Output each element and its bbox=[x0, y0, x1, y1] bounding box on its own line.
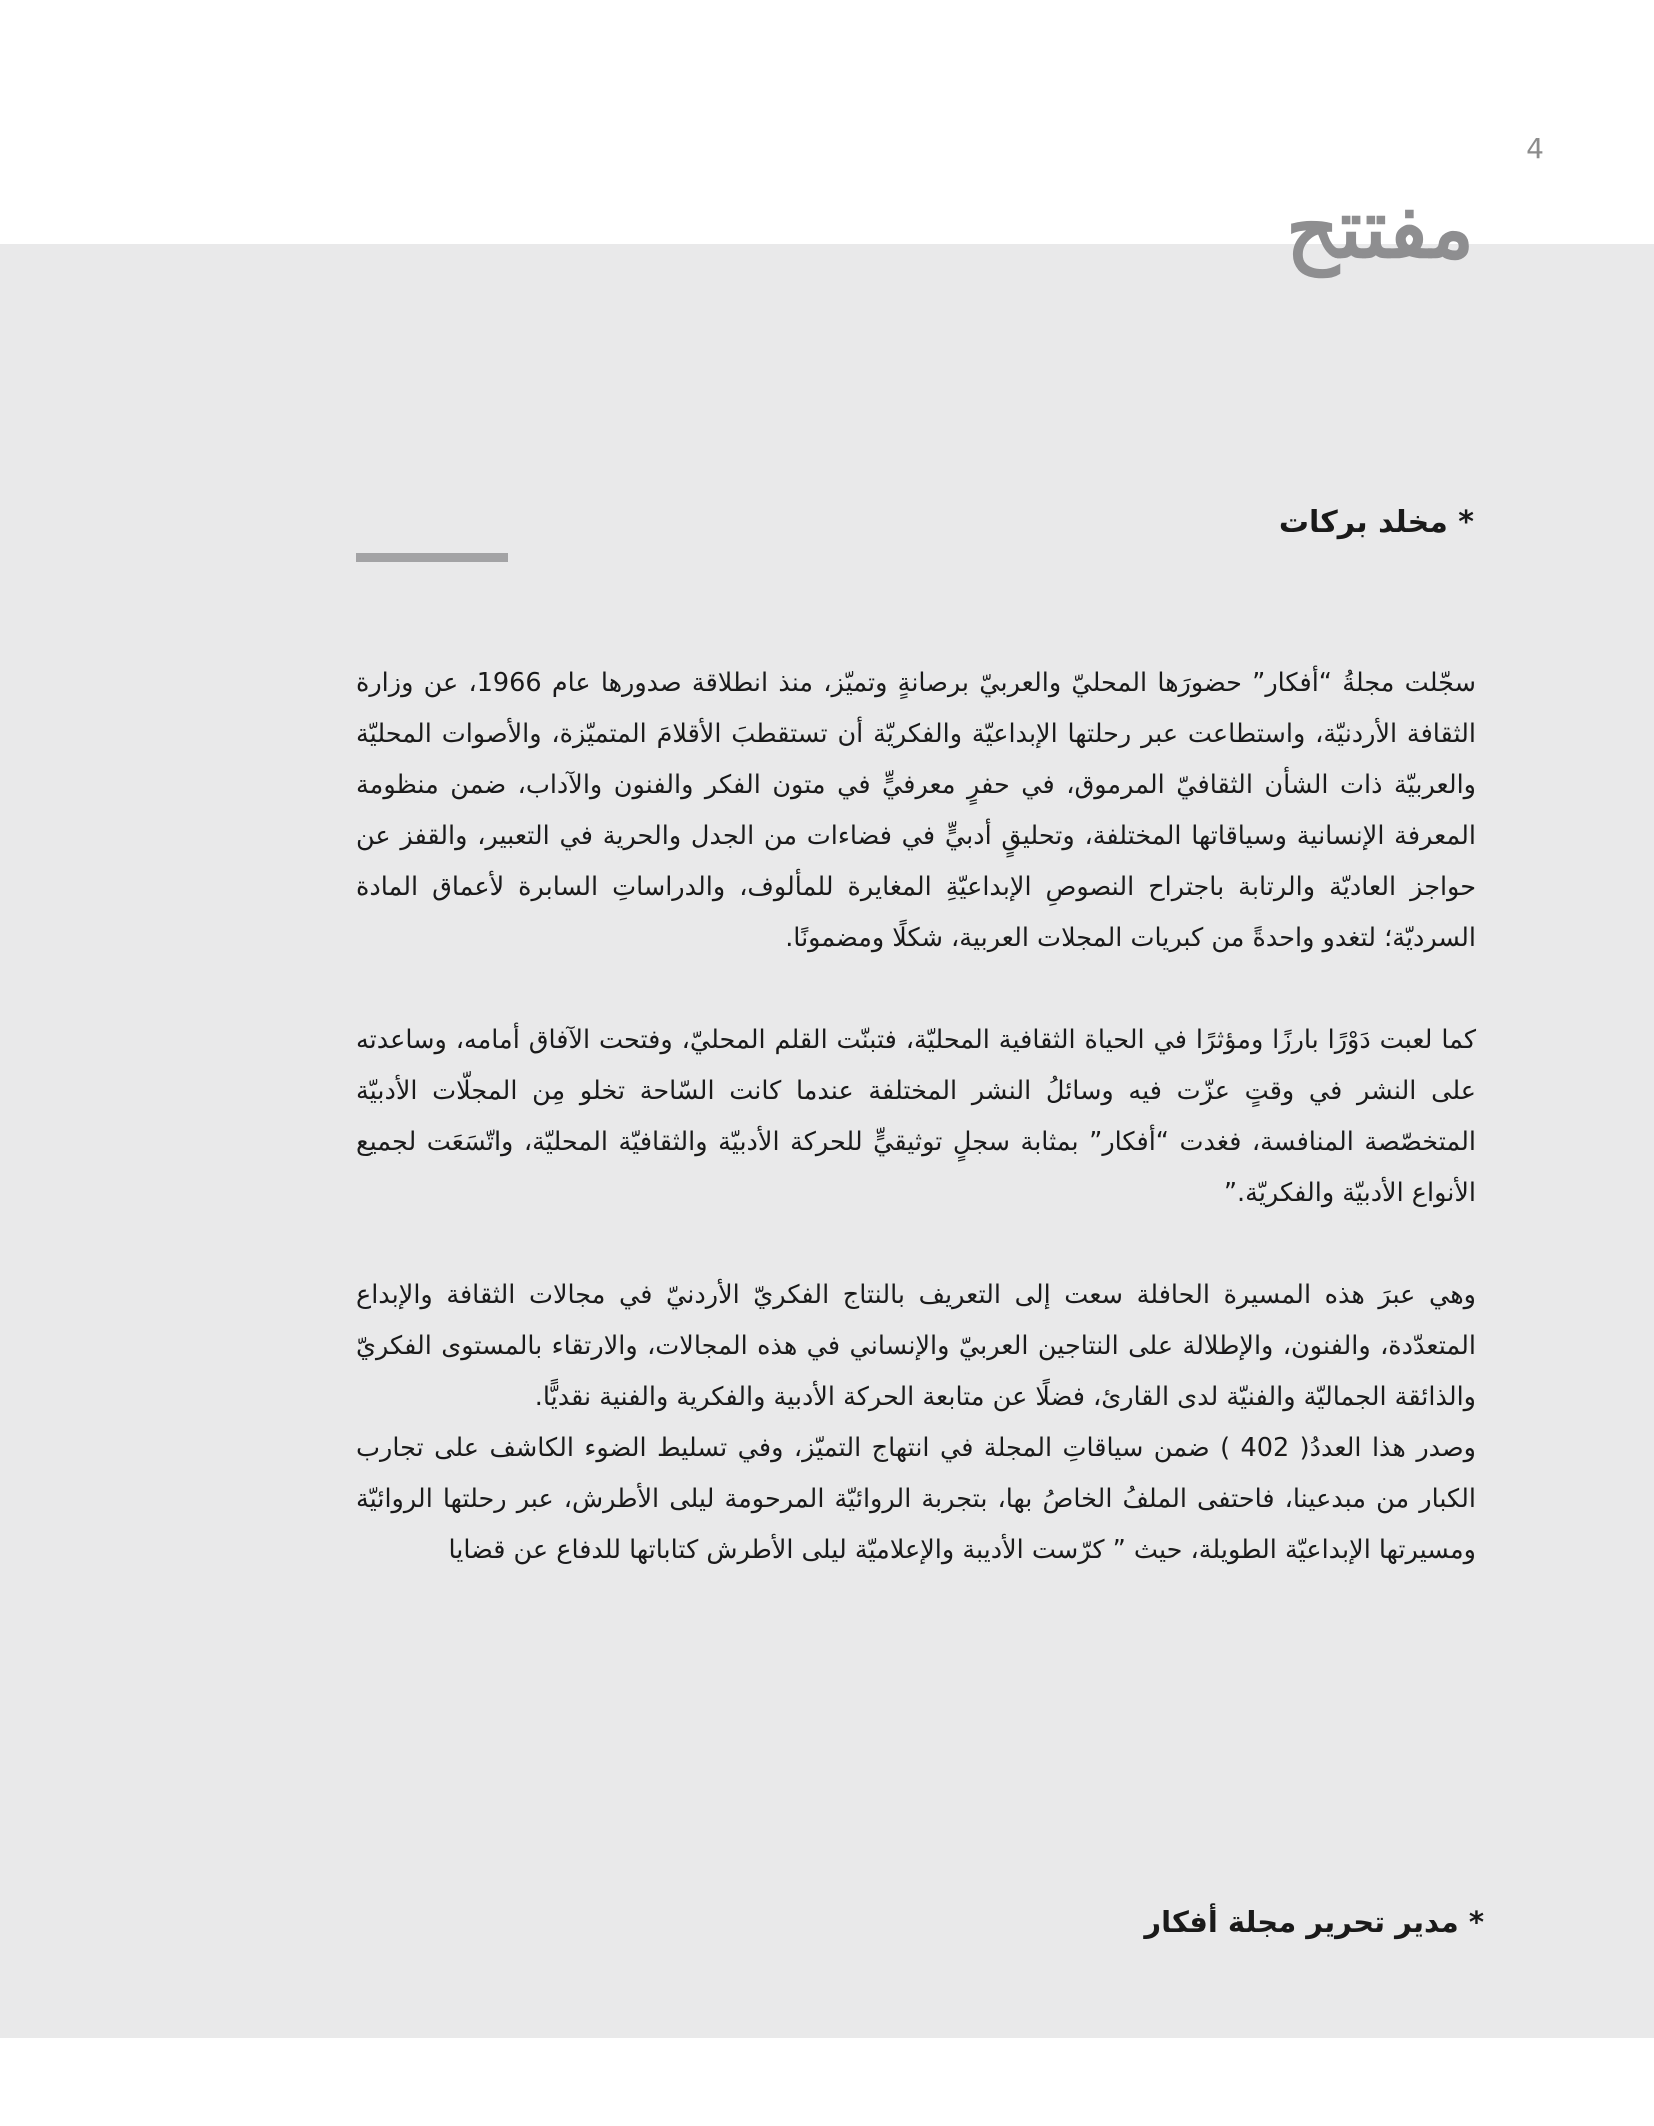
article-body bbox=[356, 658, 1476, 1627]
article-paragraph: كما لعبت دَوْرًا بارزًا ومؤثرًا في الحياة الثقافية المحليّة، فتبنّت القلم المحليّ، وفتحت الآفاق أمامه، وساعدته على النشر في وقتٍ عزّت فيه وسائلُ النشر المختلفة عندما كانت السّاحة تخلو مِن المجلّات الأدبيّة المتخصّصة المنافسة، فغدت “أفكار” بمثابة سجلٍ توثيقيٍّ للحركة الأدبيّة والثقافيّة المحليّة، واتّسَعَت لجميع الأنواع الأدبيّة والفكريّة.” bbox=[356, 1025, 1476, 1208]
author-footnote: * مدير تحرير مجلة أفكار bbox=[1144, 1905, 1484, 1939]
article-paragraph: وهي عبرَ هذه المسيرة الحافلة سعت إلى التعريف بالنتاج الفكريّ الأردنيّ في مجالات الثقافة والإبداع المتعدّدة، والفنون، والإطلالة على النتاجين العربيّ والإنساني في هذه المجالات، والارتقاء بالمستوى الفكريّ والذائقة الجماليّة والفنيّة لدى القارئ، فضلًا عن متابعة الحركة الأدبية والفكرية والفنية نقديًّا. bbox=[356, 1280, 1476, 1412]
author-name: * مخلد بركات bbox=[1278, 505, 1474, 540]
author-divider bbox=[356, 553, 508, 562]
article-paragraph: سجّلت مجلةُ “أفكار” حضورَها المحليّ والعربيّ برصانةٍ وتميّز، منذ انطلاقة صدورها عام 1966، عن وزارة الثقافة الأردنيّة، واستطاعت عبر رحلتها الإبداعيّة والفكريّة أن تستقطبَ الأقلامَ المتميّزة، والأصوات المحليّة والعربيّة ذات الشأن الثقافيّ المرموق، في حفرٍ معرفيٍّ في متون الفكر والفنون والآداب، ضمن منظومة المعرفة الإنسانية وسياقاتها المختلفة، وتحليقٍ أدبيٍّ في فضاءات من الجدل والحرية في التعبير، والقفز عن حواجز العاديّة والرتابة باجتراح النصوصِ الإبداعيّةِ المغايرة للمألوف، والدراساتِ السابرة لأعماق المادة السرديّة؛ لتغدو واحدةً من كبريات المجلات العربية، شكلًا ومضمونًا. bbox=[356, 668, 1476, 953]
page-number: 4 bbox=[1526, 132, 1544, 165]
section-title: مفتتح bbox=[1286, 181, 1474, 277]
article-paragraph: وصدر هذا العددُ( 402 ) ضمن سياقاتِ المجلة في انتهاج التميّز، وفي تسليط الضوء الكاشف على تجارب الكبار من مبدعينا، فاحتفى الملفُ الخاصُ بها، بتجربة الروائيّة المرحومة ليلى الأطرش، عبر رحلتها الروائيّة ومسيرتها الإبداعيّة الطويلة، حيث ” كرّست الأديبة والإعلاميّة ليلى الأطرش كتاباتها للدفاع عن قضايا bbox=[356, 1433, 1477, 1565]
